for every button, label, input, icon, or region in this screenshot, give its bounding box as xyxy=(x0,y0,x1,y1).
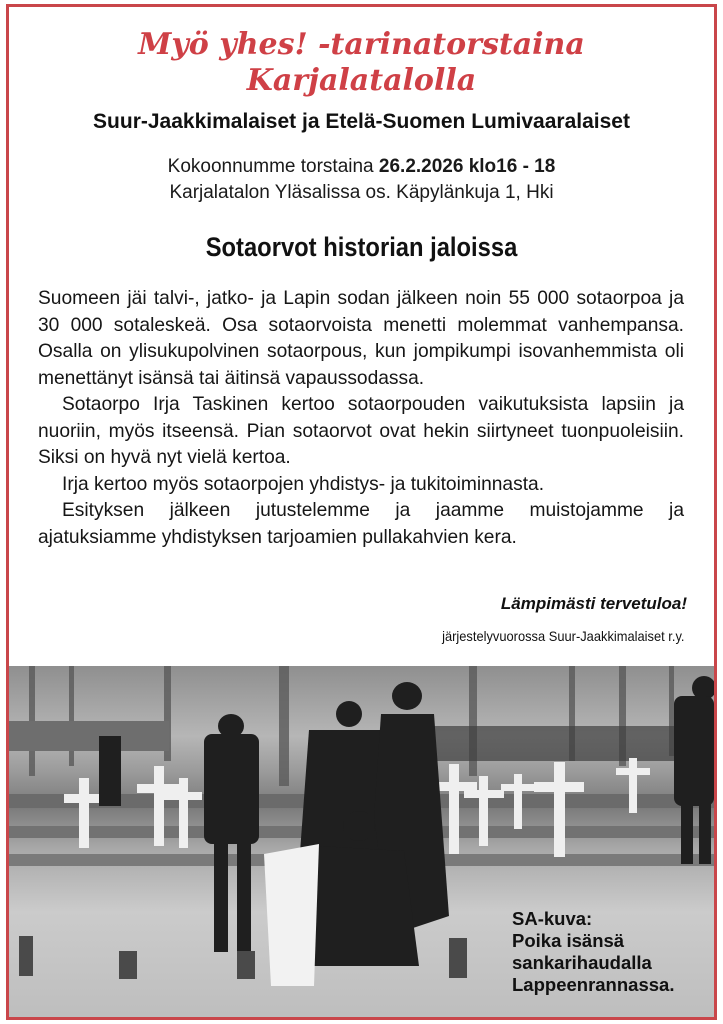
caption-line: Poika isänsä xyxy=(512,930,625,951)
article-paragraph: Suomeen jäi talvi-, jatko- ja Lapin sodan jälkeen noin 55 000 sotaorpoa ja 30 000 sotaleskeä. Osa sotaorvoista menetti molemmat vanhempansa. Osalla on ylisukupolvinen sotaorpous, kun jompikumpi isovanhemmista oli menettänyt isänsä tai äitinsä vapaussodassa. xyxy=(38,288,684,389)
meeting-location: Karjalatalon Yläsalissa os. Käpylänkuja 1, Hki xyxy=(169,182,554,203)
meeting-date-line xyxy=(0,156,723,178)
photo-caption xyxy=(512,908,674,996)
event-subtitle: Suur-Jaakkimalaiset ja Etelä-Suomen Lumivaaralaiset xyxy=(93,110,630,133)
meeting-date: 26.2.2026 klo16 - 18 xyxy=(378,156,556,177)
caption-line: SA-kuva: xyxy=(512,908,593,929)
article-paragraph: Esityksen jälkeen jutustelemme ja jaamme muistojamme ja ajatuksiamme yhdistyksen tarjoamien pullakahvien kera. xyxy=(38,500,684,548)
organizer-text: järjestelyvuorossa Suur-Jaakkimalaiset r.y. xyxy=(442,628,685,644)
event-title-line-1: Myö yhes! -tarinatorstaina xyxy=(138,27,585,62)
meeting-prefix: Kokoonnumme torstaina xyxy=(167,156,379,177)
article-paragraph: Irja kertoo myös sotaorpojen yhdistys- ja tukitoiminnasta. xyxy=(62,473,545,495)
article-body xyxy=(38,286,684,551)
caption-line: sankarihaudalla xyxy=(512,952,652,973)
article-paragraph: Sotaorpo Irja Taskinen kertoo sotaorpouden vaikutuksista lapsiin ja nuoriin, myös itseensä. Pian sotaorvot ovat hekin siirtyneet tuonpuoleisiin. Siksi on hyvä nyt vielä kertoa. xyxy=(38,394,684,468)
caption-line: Lappeenrannassa. xyxy=(512,974,675,995)
welcome-text: Lämpimästi tervetuloa! xyxy=(500,594,687,613)
article-heading: Sotaorvot historian jaloissa xyxy=(205,232,518,262)
event-title-line-2: Karjalatalolla xyxy=(246,63,477,98)
